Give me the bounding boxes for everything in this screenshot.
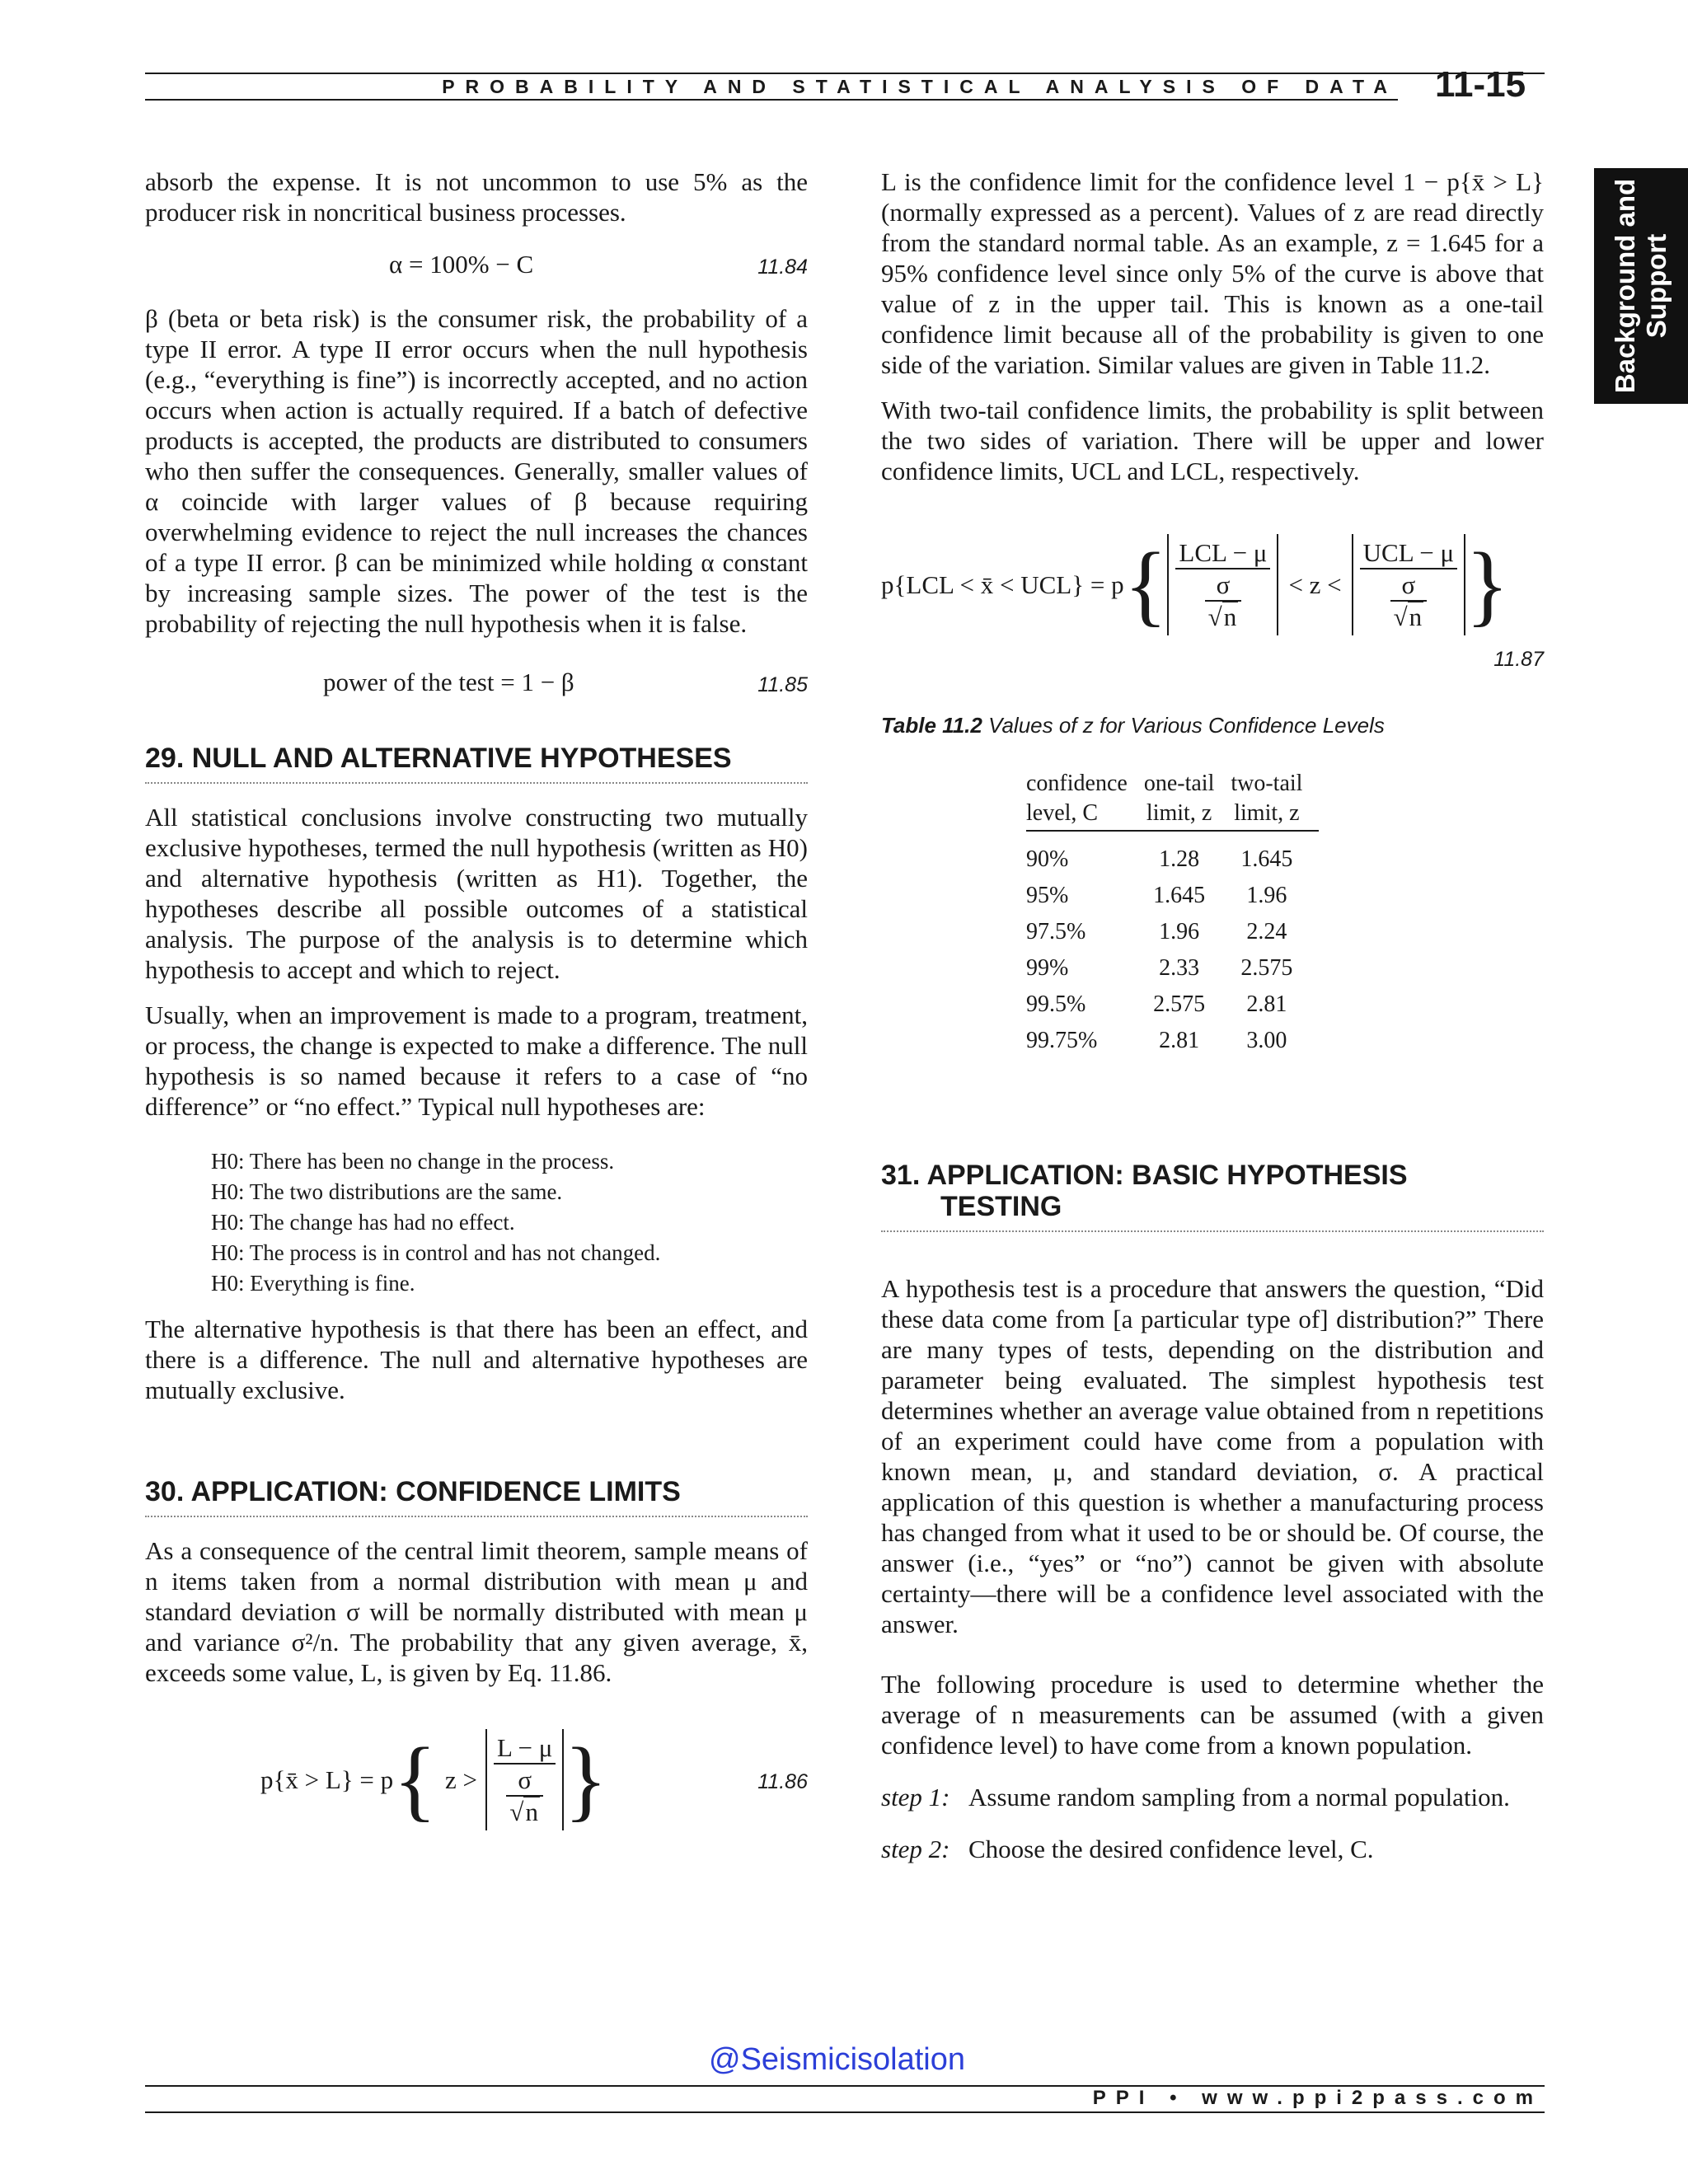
col-header-confidence: confidence level, C xyxy=(1026,769,1144,831)
table-header-row xyxy=(1026,769,1319,831)
side-tab-label xyxy=(1610,179,1672,393)
confidence-z-table xyxy=(1026,769,1319,1057)
eq87-n-1: n xyxy=(1223,602,1237,631)
section-title-29: NULL AND ALTERNATIVE HYPOTHESES xyxy=(191,743,732,774)
equation-11-86 xyxy=(145,1718,808,1841)
paragraph-consumer-risk: β (beta or beta risk) is the consumer risk, the probability of a type II error. A type II error occurs when the null hypothesis (e.g., “everything is fine”) is incorrectly accepted, and no action occurs when action is actually required. If a batch of defective products is accepted, the products are distributed to consumers who then suffer the consequences. Generally, smaller values of α coincide with larger values of β because requiring overwhelming evidence to reject the null increases the chances of a type II error. β can be minimized while holding α constant by increasing sample sizes. The power of the test is the probability of rejecting the null hypothesis when it is false. xyxy=(145,304,808,638)
equation-11-86-body: p{x̄ > L} = p { z > $\frac{L - \mu}{\frac{\sigma}{√n}}$ } xyxy=(260,1729,608,1830)
paragraph-central-limit: As a consequence of the central limit theorem, sample means of n items taken from a normal distribution with mean μ and standard deviation σ will be normally distributed with mean μ and variance σ²/n. The probability that any given average, x̄, exceeds some value, L, is given by Eq. 11.86. xyxy=(145,1536,808,1687)
eq87-abs-ucl: $\frac{\text{UCL − μ}}{\frac{\sigma}{√n}}$ xyxy=(1352,534,1465,635)
step-label: step 2: xyxy=(881,1835,950,1863)
section-number-31: 31. xyxy=(881,1160,921,1191)
step-item xyxy=(881,1782,1544,1812)
eq87-lhs: p{LCL < x̄ < UCL} = p xyxy=(881,569,1124,599)
table-row: 99% 2.33 2.575 xyxy=(1026,955,1293,981)
side-tab-label-line2: Support xyxy=(1641,233,1672,339)
equation-number-11-87: 11.87 xyxy=(1493,648,1544,671)
table-title: Values of z for Various Confidence Levels xyxy=(988,713,1385,738)
eq86-lhs: p{x̄ > L} = p xyxy=(260,1765,394,1794)
procedure-steps xyxy=(881,1782,1544,1864)
col-header-one-tail: one-tail limit, z xyxy=(1144,769,1231,831)
section-heading-29 xyxy=(145,743,808,784)
list-item: H0: The change has had no effect. xyxy=(211,1210,515,1235)
section-title-30: APPLICATION: CONFIDENCE LIMITS xyxy=(190,1476,681,1507)
list-item: H0: There has been no change in the process. xyxy=(211,1149,615,1174)
eq87-n-2: n xyxy=(1409,602,1423,631)
equation-11-85-body: power of the test = 1 − β xyxy=(323,668,574,696)
equation-number-11-86: 11.86 xyxy=(757,1770,808,1793)
equation-number-11-84: 11.84 xyxy=(757,255,808,279)
eq86-abs: $\frac{L - \mu}{\frac{\sigma}{√n}}$ xyxy=(485,1729,564,1830)
header-rule-top xyxy=(145,73,1545,74)
list-item: H0: The two distributions are the same. xyxy=(211,1179,563,1204)
section-heading-31 xyxy=(881,1160,1544,1232)
table-row: 95% 1.645 1.96 xyxy=(1026,883,1287,908)
equation-number-11-85: 11.85 xyxy=(757,673,808,696)
paragraph-hypotheses-intro: All statistical conclusions involve constructing two mutually exclusive hypotheses, termed the null hypothesis (written as H0) and alternative hypothesis (written as H1). Together, the hypotheses describe all possible outcomes of a statistical analysis. The purpose of the analysis is to determine which hypothesis to accept and which to reject. xyxy=(145,803,808,984)
equation-11-85 xyxy=(145,667,808,716)
table-label: Table 11.2 xyxy=(881,713,982,738)
section-side-tab[interactable] xyxy=(1594,168,1688,404)
eq87-sigma-1: σ xyxy=(1205,569,1242,602)
section-number-29: 29. xyxy=(145,743,185,774)
paragraph-hypothesis-test: A hypothesis test is a procedure that answers the question, “Did these data come from [a particular type of] distribution?” There are many types of tests, depending on the distribution and parameter being evaluated. The simplest hypothesis test determines whether an average value obtained from n repetitions of an experiment could have come from a population with known mean, μ, and standard deviation, σ. A practical application of this question is whether a manufacturing process has changed from what it used to be or should be. Of course, the answer (i.e., “yes” or “no”) cannot be given with absolute certainty—there will be a confidence level associated with the answer. xyxy=(881,1274,1544,1638)
step-text: Assume random sampling from a normal population. xyxy=(968,1783,1510,1811)
list-item: H0: The process is in control and has not changed. xyxy=(211,1240,661,1265)
paragraph-alternative-hypothesis: The alternative hypothesis is that there has been an effect, and there is a difference. The null and alternative hypotheses are mutually exclusive. xyxy=(145,1315,808,1404)
table-row: 99.5% 2.575 2.81 xyxy=(1026,991,1287,1017)
step-item xyxy=(881,1834,1544,1864)
paragraph-two-tail: With two-tail confidence limits, the probability is split between the two sides of variation. There will be upper and lower confidence limits, UCL and LCL, respectively. xyxy=(881,396,1544,485)
watermark: @Seismicisolation xyxy=(709,2042,966,2077)
section-title-31-line2: TESTING xyxy=(940,1191,1062,1222)
footer-rule-bottom xyxy=(145,2111,1545,2113)
eq86-z: z > xyxy=(444,1765,477,1794)
eq87-numerator-lcl: LCL − μ xyxy=(1175,537,1270,569)
eq86-numerator: L − μ xyxy=(494,1732,556,1765)
table-row: 99.75% 2.81 3.00 xyxy=(1026,1028,1287,1053)
header-rule-bottom xyxy=(145,99,1398,101)
equation-11-87 xyxy=(881,523,1544,687)
table-row: 97.5% 1.96 2.24 xyxy=(1026,919,1287,944)
col-header-two-tail: two-tail limit, z xyxy=(1231,769,1319,831)
step-text: Choose the desired confidence level, C. xyxy=(968,1835,1374,1863)
equation-11-87-body: p{LCL < x̄ < UCL} = p { $\frac{\text{LCL − μ}}{\frac{\sigma}{√n}}$ < z < $\frac{\text{UCL − μ}}{\frac{\sigma}{√n}}$ } xyxy=(881,534,1509,635)
running-header-title: PROBABILITY AND STATISTICAL ANALYSIS OF DATA xyxy=(442,76,1398,97)
page-number: 11-15 xyxy=(1435,64,1526,105)
equation-11-84-body: α = 100% − C xyxy=(389,250,534,279)
list-item: H0: Everything is fine. xyxy=(211,1271,415,1296)
right-column xyxy=(881,166,1544,1864)
eq87-mid: < z < xyxy=(1288,569,1342,599)
paragraph-null-hypothesis: Usually, when an improvement is made to a program, treatment, or process, the change is expected to make a difference. The null hypothesis is so named because it refers to a case of “no difference” or “no effect.” Typical null hypotheses are: xyxy=(145,1001,808,1121)
eq87-sigma-2: σ xyxy=(1390,569,1428,602)
eq86-sigma: σ xyxy=(506,1765,543,1797)
side-tab-label-line1: Background and xyxy=(1610,178,1640,394)
section-title-31-line1: APPLICATION: BASIC HYPOTHESIS xyxy=(926,1160,1408,1191)
eq87-numerator-ucl: UCL − μ xyxy=(1360,537,1457,569)
section-number-30: 30. xyxy=(145,1476,185,1507)
paragraph-procedure: The following procedure is used to determine whether the average of n measurements can be assumed (with a given confidence level) to have come from a known population. xyxy=(881,1670,1544,1760)
equation-11-84 xyxy=(145,239,808,288)
section-heading-30 xyxy=(145,1476,808,1517)
paragraph-producer-risk: absorb the expense. It is not uncommon to use 5% as the producer risk in noncritical business processes. xyxy=(145,167,808,227)
step-label: step 1: xyxy=(881,1783,950,1811)
footer-publisher-link[interactable]: PPI • www.ppi2pass.com xyxy=(1092,2087,1543,2109)
null-hypothesis-list xyxy=(211,1146,808,1299)
eq87-abs-lcl: $\frac{\text{LCL − μ}}{\frac{\sigma}{√n}}$ xyxy=(1167,534,1278,635)
left-column xyxy=(145,166,808,1841)
eq86-n: n xyxy=(525,1797,538,1826)
paragraph-confidence-limit: L is the confidence limit for the confidence level 1 − p{x̄ > L} (normally expressed as a percent). Values of z are read directly from the standard normal table. As an example, z = 1.645 for a 95% confidence level since only 5% of the curve is above that value of z in the upper tail. This is known as a one-tail confidence limit because all of the probability is given to one side of the variation. Similar values are given in Table 11.2. xyxy=(881,167,1544,379)
table-caption xyxy=(881,710,1544,741)
table-row: 90% 1.28 1.645 xyxy=(1026,846,1293,872)
